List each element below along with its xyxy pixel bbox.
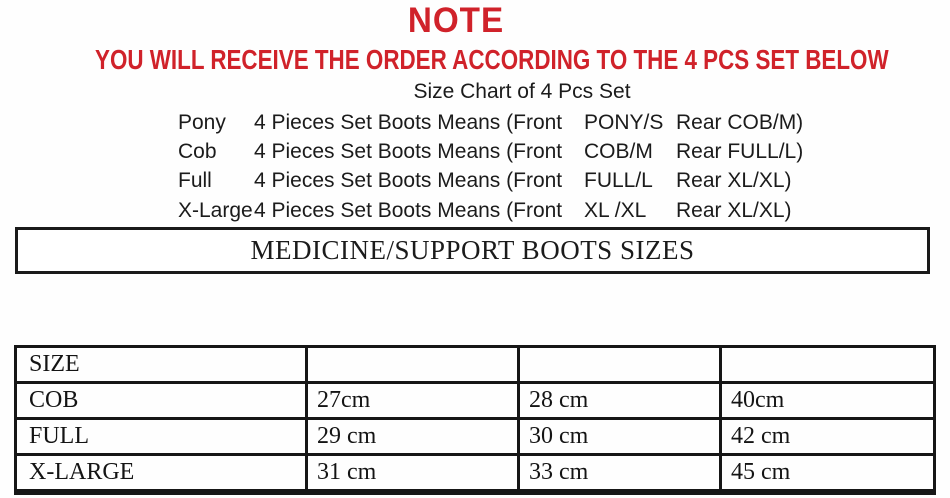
- table-row-full: [16, 419, 935, 455]
- table-cell-size-name: COB: [16, 383, 307, 419]
- set-means-text: 4 Pieces Set Boots Means (Front: [254, 140, 563, 164]
- pcs-set-row-cob: [178, 137, 803, 166]
- pcs-set-row-xlarge: [178, 196, 803, 225]
- boots-size-table: [14, 345, 936, 495]
- table-cell-measurement: 30 cm: [519, 419, 721, 455]
- set-name: X-Large: [178, 198, 253, 222]
- table-cell-size-name: X-LARGE: [16, 455, 307, 493]
- table-cell-measurement: 42 cm: [721, 419, 935, 455]
- table-row-cob: [16, 383, 935, 419]
- set-means-text: 4 Pieces Set Boots Means (Front: [254, 169, 563, 193]
- set-name: Full: [178, 169, 212, 193]
- set-front-size: PONY/S: [584, 110, 664, 134]
- table-cell-empty: [307, 347, 519, 383]
- size-chart-heading: Size Chart of 4 Pcs Set: [413, 80, 631, 103]
- note-subtitle: YOU WILL RECEIVE THE ORDER ACCORDING TO THE 4 PCS SET BELOW: [95, 44, 889, 75]
- pcs-set-row-pony: [178, 108, 803, 137]
- medicine-boots-banner: [15, 227, 930, 274]
- set-front-size: FULL/L: [584, 169, 653, 193]
- set-rear-size: Rear COB/M): [676, 110, 804, 134]
- table-cell-measurement: 40cm: [721, 383, 935, 419]
- table-cell-empty: [519, 347, 721, 383]
- pcs-set-row-full: [178, 167, 803, 196]
- set-means-text: 4 Pieces Set Boots Means (Front: [254, 198, 563, 222]
- set-rear-size: Rear XL/XL): [676, 169, 792, 193]
- table-cell-size-name: FULL: [16, 419, 307, 455]
- set-rear-size: Rear FULL/L): [676, 140, 804, 164]
- set-name: Pony: [178, 110, 226, 134]
- note-heading: NOTE: [407, 1, 505, 40]
- table-cell-measurement: 28 cm: [519, 383, 721, 419]
- table-cell-measurement: 27cm: [307, 383, 519, 419]
- table-cell-measurement: 45 cm: [721, 455, 935, 493]
- banner-title: MEDICINE/SUPPORT BOOTS SIZES: [250, 235, 695, 265]
- set-name: Cob: [178, 140, 217, 164]
- table-cell-empty: [721, 347, 935, 383]
- pcs-set-list: [178, 108, 803, 226]
- set-front-size: XL /XL: [584, 198, 647, 222]
- table-row-header: [16, 347, 935, 383]
- table-row-xlarge: [16, 455, 935, 493]
- table-cell-measurement: 33 cm: [519, 455, 721, 493]
- set-rear-size: Rear XL/XL): [676, 198, 792, 222]
- table-cell-measurement: 31 cm: [307, 455, 519, 493]
- set-means-text: 4 Pieces Set Boots Means (Front: [254, 110, 563, 134]
- table-cell-size-label: SIZE: [16, 347, 307, 383]
- table-cell-measurement: 29 cm: [307, 419, 519, 455]
- set-front-size: COB/M: [584, 140, 653, 164]
